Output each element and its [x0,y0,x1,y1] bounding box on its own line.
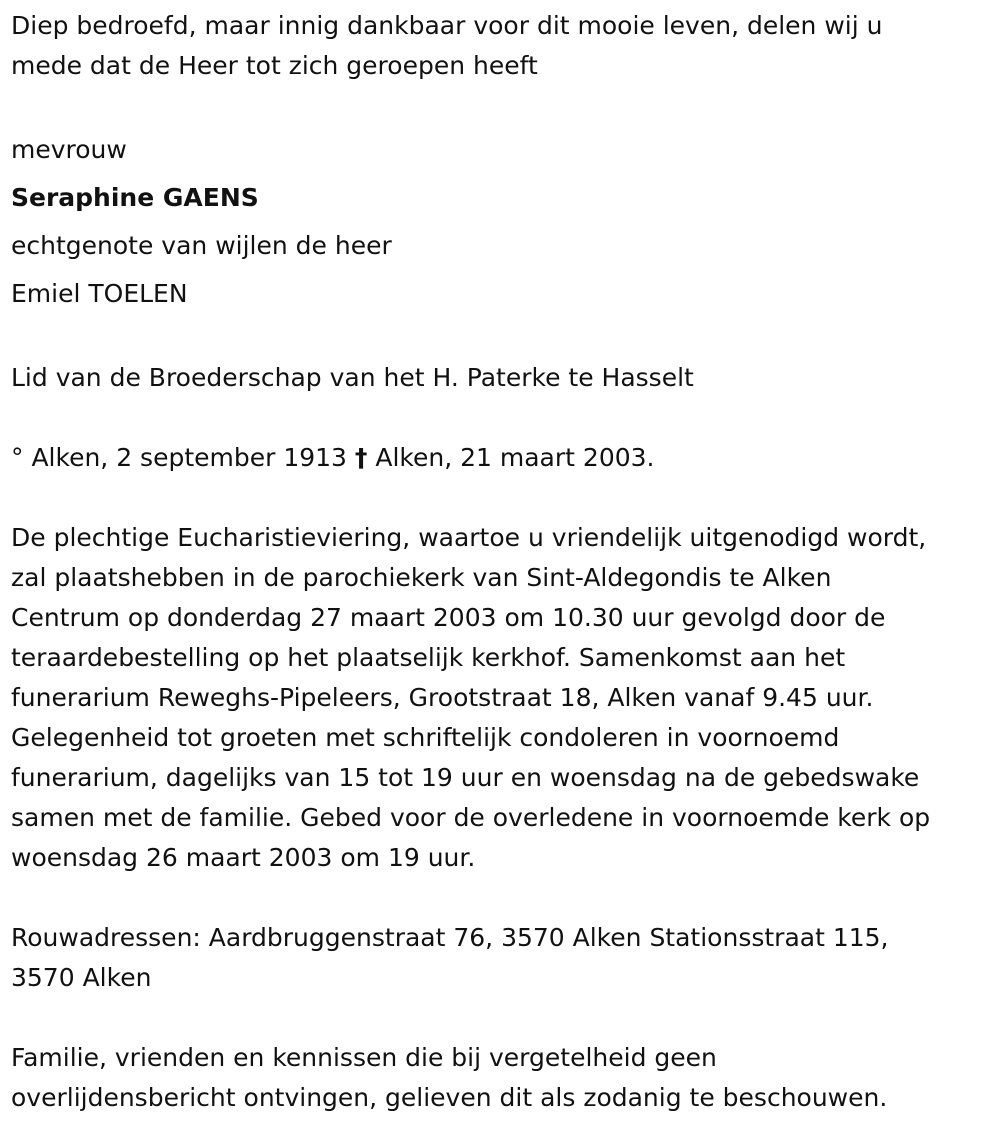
membership-text: Lid van de Broederschap van het H. Paterke te Hasselt [11,363,694,392]
closing-text: Familie, vrienden en kennissen die bij vergetelheid geen overlijdensbericht ontvingen, gelieven dit als zodanig te beschouwen. [11,1043,888,1112]
addresses-text: Rouwadressen: Aardbruggenstraat 76, 3570 Alken Stationsstraat 115, 3570 Alken [11,923,889,992]
deceased-name: Seraphine GAENS [11,183,259,212]
ceremony-text: De plechtige Eucharistieviering, waartoe u vriendelijk uitgenodigd wordt, zal plaatshebben in de parochiekerk van Sint-Aldegondis te Alken Centrum op donderdag 27 maart 2003 om 10.30 uur gevolgd door de teraardebestelling op het plaatselijk kerkhof. Samenkomst aan het funerarium Reweghs-Pipeleers, Grootstraat 18, Alken vanaf 9.45 uur. Gelegenheid tot groeten met schriftelijk condoleren in voornoemd funerarium, dagelijks van 15 tot 19 uur en woensdag na de gebedswake samen met de familie. Gebed voor de overledene in voornoemde kerk op woensdag 26 maart 2003 om 19 uur. [11,523,931,872]
spacer [11,878,990,918]
intro-text: Diep bedroefd, maar innig dankbaar voor dit mooie leven, delen wij u mede dat de Heer tot zich geroepen heeft [11,11,883,80]
spouse-name: Emiel TOELEN [11,279,188,308]
spacer [11,398,990,438]
spacer [11,998,990,1038]
life-dates [11,438,990,478]
title-prefix: mevrouw [11,135,127,164]
spacer [11,318,990,358]
spacer [11,86,990,126]
cross-icon: † [354,443,368,472]
birth-date: ° Alken, 2 september 1913 [11,443,347,472]
spouse-relation: echtgenote van wijlen de heer [11,231,392,260]
death-date: Alken, 21 maart 2003. [375,443,655,472]
spacer [11,478,990,518]
